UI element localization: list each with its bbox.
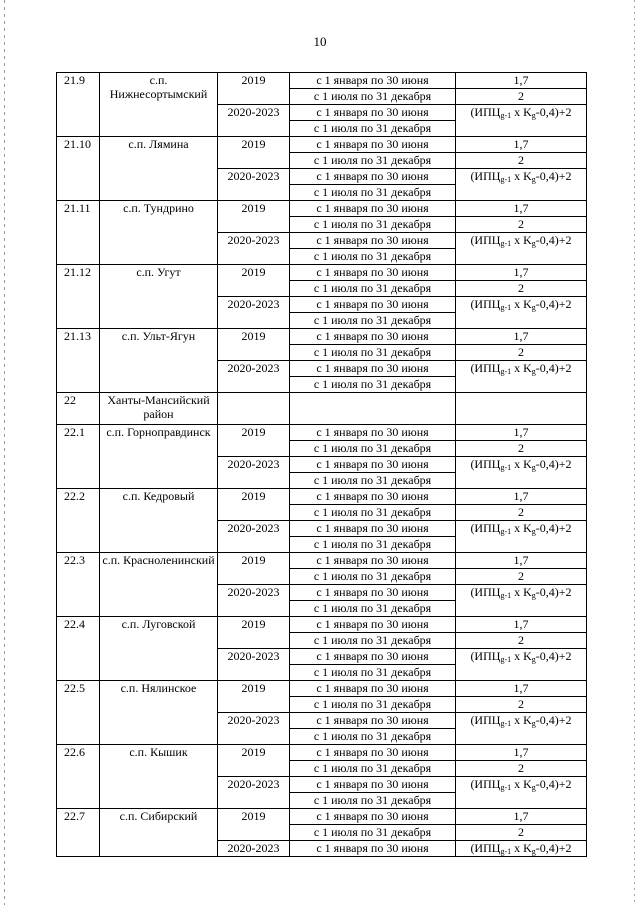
table-row	[57, 425, 587, 441]
row-number: 21.11	[57, 201, 100, 265]
value-formula-cell	[456, 233, 587, 265]
period-cell: с 1 июля по 31 декабря	[290, 89, 456, 105]
period-cell: с 1 января по 30 июня	[290, 777, 456, 793]
formula-close: -0,4)+2	[535, 841, 572, 855]
period-cell: с 1 июля по 31 декабря	[290, 729, 456, 745]
formula-sub-g: g	[531, 303, 536, 312]
value-cell: 1,7	[456, 489, 587, 505]
formula-open: (ИПЦ	[470, 169, 501, 183]
period-cell: с 1 января по 30 июня	[290, 297, 456, 313]
formula-sub-g-minus-1: g-1	[500, 367, 512, 376]
period-cell: с 1 января по 30 июня	[290, 105, 456, 121]
table-row	[57, 265, 587, 281]
formula-close: -0,4)+2	[535, 713, 572, 727]
year-cell: 2020-2023	[218, 297, 290, 329]
period-cell: с 1 июля по 31 декабря	[290, 793, 456, 809]
row-number: 21.10	[57, 137, 100, 201]
formula-mid: x K	[511, 521, 532, 535]
year-cell: 2020-2023	[218, 361, 290, 393]
formula-sub-g-minus-1: g-1	[500, 239, 512, 248]
value-cell: 1,7	[456, 137, 587, 153]
year-cell: 2020-2023	[218, 233, 290, 265]
value-cell: 1,7	[456, 809, 587, 825]
settlement-name: с.п. Нялинское	[100, 681, 218, 745]
period-cell: с 1 июля по 31 декабря	[290, 761, 456, 777]
period-cell: с 1 июля по 31 декабря	[290, 569, 456, 585]
value-formula-cell	[456, 713, 587, 745]
value-formula-cell	[456, 361, 587, 393]
row-number: 22.2	[57, 489, 100, 553]
row-number: 22.3	[57, 553, 100, 617]
period-cell: с 1 июля по 31 декабря	[290, 633, 456, 649]
row-number: 22.7	[57, 809, 100, 857]
period-cell: с 1 января по 30 июня	[290, 489, 456, 505]
value-cell: 1,7	[456, 617, 587, 633]
formula-sub-g: g	[531, 527, 536, 536]
period-cell: с 1 января по 30 июня	[290, 137, 456, 153]
formula-sub-g: g	[531, 591, 536, 600]
period-cell: с 1 июля по 31 декабря	[290, 473, 456, 489]
formula-sub-g-minus-1: g-1	[500, 591, 512, 600]
scan-edge-left	[4, 0, 5, 905]
formula-mid: x K	[511, 585, 532, 599]
year-cell: 2020-2023	[218, 713, 290, 745]
year-cell: 2020-2023	[218, 585, 290, 617]
period-cell: с 1 июля по 31 декабря	[290, 281, 456, 297]
formula-sub-g: g	[531, 463, 536, 472]
value-formula-cell	[456, 105, 587, 137]
formula-sub-g: g	[531, 367, 536, 376]
formula-open: (ИПЦ	[470, 105, 501, 119]
formula-open: (ИПЦ	[470, 585, 501, 599]
formula-close: -0,4)+2	[535, 521, 572, 535]
value-cell: 1,7	[456, 425, 587, 441]
district-name: Ханты-Мансийский район	[100, 393, 218, 425]
value-cell: 1,7	[456, 681, 587, 697]
formula-sub-g-minus-1: g-1	[500, 847, 512, 856]
formula-open: (ИПЦ	[470, 521, 501, 535]
year-cell: 2020-2023	[218, 457, 290, 489]
value-cell: 1,7	[456, 73, 587, 89]
value-cell: 1,7	[456, 745, 587, 761]
table-row	[57, 745, 587, 761]
period-cell: с 1 января по 30 июня	[290, 521, 456, 537]
period-cell: с 1 января по 30 июня	[290, 585, 456, 601]
value-cell: 2	[456, 217, 587, 233]
settlement-name: с.п. Угут	[100, 265, 218, 329]
formula-mid: x K	[511, 105, 532, 119]
formula-sub-g: g	[531, 175, 536, 184]
value-cell: 2	[456, 281, 587, 297]
settlement-name: с.п. Горноправдинск	[100, 425, 218, 489]
settlement-name: с.п. Кедровый	[100, 489, 218, 553]
formula-mid: x K	[511, 777, 532, 791]
formula-sub-g-minus-1: g-1	[500, 783, 512, 792]
period-cell: с 1 июля по 31 декабря	[290, 601, 456, 617]
value-cell: 2	[456, 825, 587, 841]
period-cell: с 1 июля по 31 декабря	[290, 345, 456, 361]
value-formula-cell	[456, 777, 587, 809]
table-row	[57, 137, 587, 153]
period-cell-empty	[290, 393, 456, 425]
year-cell: 2019	[218, 329, 290, 361]
period-cell: с 1 января по 30 июня	[290, 841, 456, 857]
value-cell: 1,7	[456, 265, 587, 281]
formula-mid: x K	[511, 361, 532, 375]
settlement-name: с.п. Ульт-Ягун	[100, 329, 218, 393]
formula-open: (ИПЦ	[470, 361, 501, 375]
formula-mid: x K	[511, 841, 532, 855]
row-number: 22	[57, 393, 100, 425]
formula-sub-g-minus-1: g-1	[500, 175, 512, 184]
value-formula-cell	[456, 297, 587, 329]
settlement-name: с.п. Красноленинский	[100, 553, 218, 617]
value-formula-cell	[456, 521, 587, 553]
settlement-name: с.п. Лямина	[100, 137, 218, 201]
formula-mid: x K	[511, 233, 532, 247]
formula-sub-g-minus-1: g-1	[500, 719, 512, 728]
value-cell: 2	[456, 345, 587, 361]
scan-edge-right	[634, 0, 635, 905]
value-formula-cell	[456, 841, 587, 857]
formula-open: (ИПЦ	[470, 297, 501, 311]
value-cell: 2	[456, 633, 587, 649]
formula-open: (ИПЦ	[470, 777, 501, 791]
period-cell: с 1 января по 30 июня	[290, 169, 456, 185]
table-row	[57, 489, 587, 505]
period-cell: с 1 июля по 31 декабря	[290, 249, 456, 265]
settlement-name: с.п. Луговской	[100, 617, 218, 681]
period-cell: с 1 июля по 31 декабря	[290, 313, 456, 329]
formula-mid: x K	[511, 649, 532, 663]
period-cell: с 1 января по 30 июня	[290, 233, 456, 249]
period-cell: с 1 января по 30 июня	[290, 73, 456, 89]
formula-open: (ИПЦ	[470, 233, 501, 247]
period-cell: с 1 июля по 31 декабря	[290, 217, 456, 233]
formula-sub-g-minus-1: g-1	[500, 303, 512, 312]
formula-sub-g: g	[531, 847, 536, 856]
value-cell: 1,7	[456, 329, 587, 345]
period-cell: с 1 июля по 31 декабря	[290, 825, 456, 841]
formula-close: -0,4)+2	[535, 105, 572, 119]
table-row	[57, 73, 587, 89]
table-row	[57, 809, 587, 825]
row-number: 21.9	[57, 73, 100, 137]
value-cell: 1,7	[456, 553, 587, 569]
formula-sub-g: g	[531, 239, 536, 248]
formula-sub-g: g	[531, 719, 536, 728]
year-cell: 2019	[218, 617, 290, 649]
value-formula-cell	[456, 457, 587, 489]
year-cell: 2019	[218, 809, 290, 841]
formula-sub-g: g	[531, 111, 536, 120]
year-cell: 2020-2023	[218, 841, 290, 857]
year-cell: 2019	[218, 681, 290, 713]
period-cell: с 1 января по 30 июня	[290, 457, 456, 473]
year-cell: 2019	[218, 745, 290, 777]
year-cell: 2020-2023	[218, 105, 290, 137]
row-number: 22.6	[57, 745, 100, 809]
value-cell: 1,7	[456, 201, 587, 217]
row-number: 22.4	[57, 617, 100, 681]
formula-mid: x K	[511, 457, 532, 471]
year-cell: 2019	[218, 265, 290, 297]
year-cell: 2019	[218, 553, 290, 585]
formula-close: -0,4)+2	[535, 585, 572, 599]
value-cell: 2	[456, 441, 587, 457]
tariff-table	[56, 72, 587, 857]
settlement-name: с.п. Нижнесортымский	[100, 73, 218, 137]
year-cell: 2019	[218, 201, 290, 233]
year-cell: 2020-2023	[218, 169, 290, 201]
period-cell: с 1 января по 30 июня	[290, 553, 456, 569]
formula-close: -0,4)+2	[535, 457, 572, 471]
page-number: 10	[313, 34, 327, 49]
year-cell-empty	[218, 393, 290, 425]
value-formula-cell	[456, 585, 587, 617]
period-cell: с 1 июля по 31 декабря	[290, 185, 456, 201]
row-number: 21.13	[57, 329, 100, 393]
formula-open: (ИПЦ	[470, 713, 501, 727]
settlement-name: с.п. Сибирский	[100, 809, 218, 857]
period-cell: с 1 января по 30 июня	[290, 745, 456, 761]
table-row	[57, 617, 587, 633]
period-cell: с 1 июля по 31 декабря	[290, 505, 456, 521]
value-cell: 2	[456, 569, 587, 585]
formula-sub-g-minus-1: g-1	[500, 655, 512, 664]
period-cell: с 1 июля по 31 декабря	[290, 441, 456, 457]
formula-open: (ИПЦ	[470, 649, 501, 663]
period-cell: с 1 января по 30 июня	[290, 425, 456, 441]
period-cell: с 1 января по 30 июня	[290, 617, 456, 633]
formula-mid: x K	[511, 713, 532, 727]
formula-mid: x K	[511, 169, 532, 183]
formula-open: (ИПЦ	[470, 457, 501, 471]
settlement-name: с.п. Тундрино	[100, 201, 218, 265]
settlement-name: с.п. Кышик	[100, 745, 218, 809]
formula-open: (ИПЦ	[470, 841, 501, 855]
value-formula-cell	[456, 169, 587, 201]
formula-close: -0,4)+2	[535, 297, 572, 311]
value-cell: 2	[456, 761, 587, 777]
value-cell: 2	[456, 153, 587, 169]
period-cell: с 1 января по 30 июня	[290, 649, 456, 665]
period-cell: с 1 января по 30 июня	[290, 809, 456, 825]
table-row	[57, 329, 587, 345]
formula-close: -0,4)+2	[535, 777, 572, 791]
table-row	[57, 553, 587, 569]
formula-close: -0,4)+2	[535, 233, 572, 247]
value-cell: 2	[456, 697, 587, 713]
value-cell: 2	[456, 89, 587, 105]
formula-sub-g: g	[531, 783, 536, 792]
row-number: 22.1	[57, 425, 100, 489]
formula-mid: x K	[511, 297, 532, 311]
formula-close: -0,4)+2	[535, 649, 572, 663]
year-cell: 2019	[218, 489, 290, 521]
period-cell: с 1 января по 30 июня	[290, 681, 456, 697]
period-cell: с 1 июля по 31 декабря	[290, 377, 456, 393]
period-cell: с 1 января по 30 июня	[290, 713, 456, 729]
period-cell: с 1 июля по 31 декабря	[290, 537, 456, 553]
district-row	[57, 393, 587, 425]
value-formula-cell	[456, 649, 587, 681]
year-cell: 2019	[218, 425, 290, 457]
value-cell: 2	[456, 505, 587, 521]
formula-sub-g-minus-1: g-1	[500, 111, 512, 120]
value-cell-empty	[456, 393, 587, 425]
period-cell: с 1 июля по 31 декабря	[290, 153, 456, 169]
period-cell: с 1 июля по 31 декабря	[290, 697, 456, 713]
formula-close: -0,4)+2	[535, 361, 572, 375]
year-cell: 2019	[218, 137, 290, 169]
period-cell: с 1 января по 30 июня	[290, 361, 456, 377]
formula-close: -0,4)+2	[535, 169, 572, 183]
formula-sub-g-minus-1: g-1	[500, 463, 512, 472]
year-cell: 2020-2023	[218, 649, 290, 681]
row-number: 22.5	[57, 681, 100, 745]
period-cell: с 1 января по 30 июня	[290, 329, 456, 345]
table-row	[57, 681, 587, 697]
year-cell: 2020-2023	[218, 777, 290, 809]
formula-sub-g-minus-1: g-1	[500, 527, 512, 536]
year-cell: 2019	[218, 73, 290, 105]
period-cell: с 1 июля по 31 декабря	[290, 121, 456, 137]
period-cell: с 1 июля по 31 декабря	[290, 665, 456, 681]
year-cell: 2020-2023	[218, 521, 290, 553]
table-row	[57, 201, 587, 217]
period-cell: с 1 января по 30 июня	[290, 265, 456, 281]
table-body	[57, 73, 587, 857]
formula-sub-g: g	[531, 655, 536, 664]
period-cell: с 1 января по 30 июня	[290, 201, 456, 217]
row-number: 21.12	[57, 265, 100, 329]
